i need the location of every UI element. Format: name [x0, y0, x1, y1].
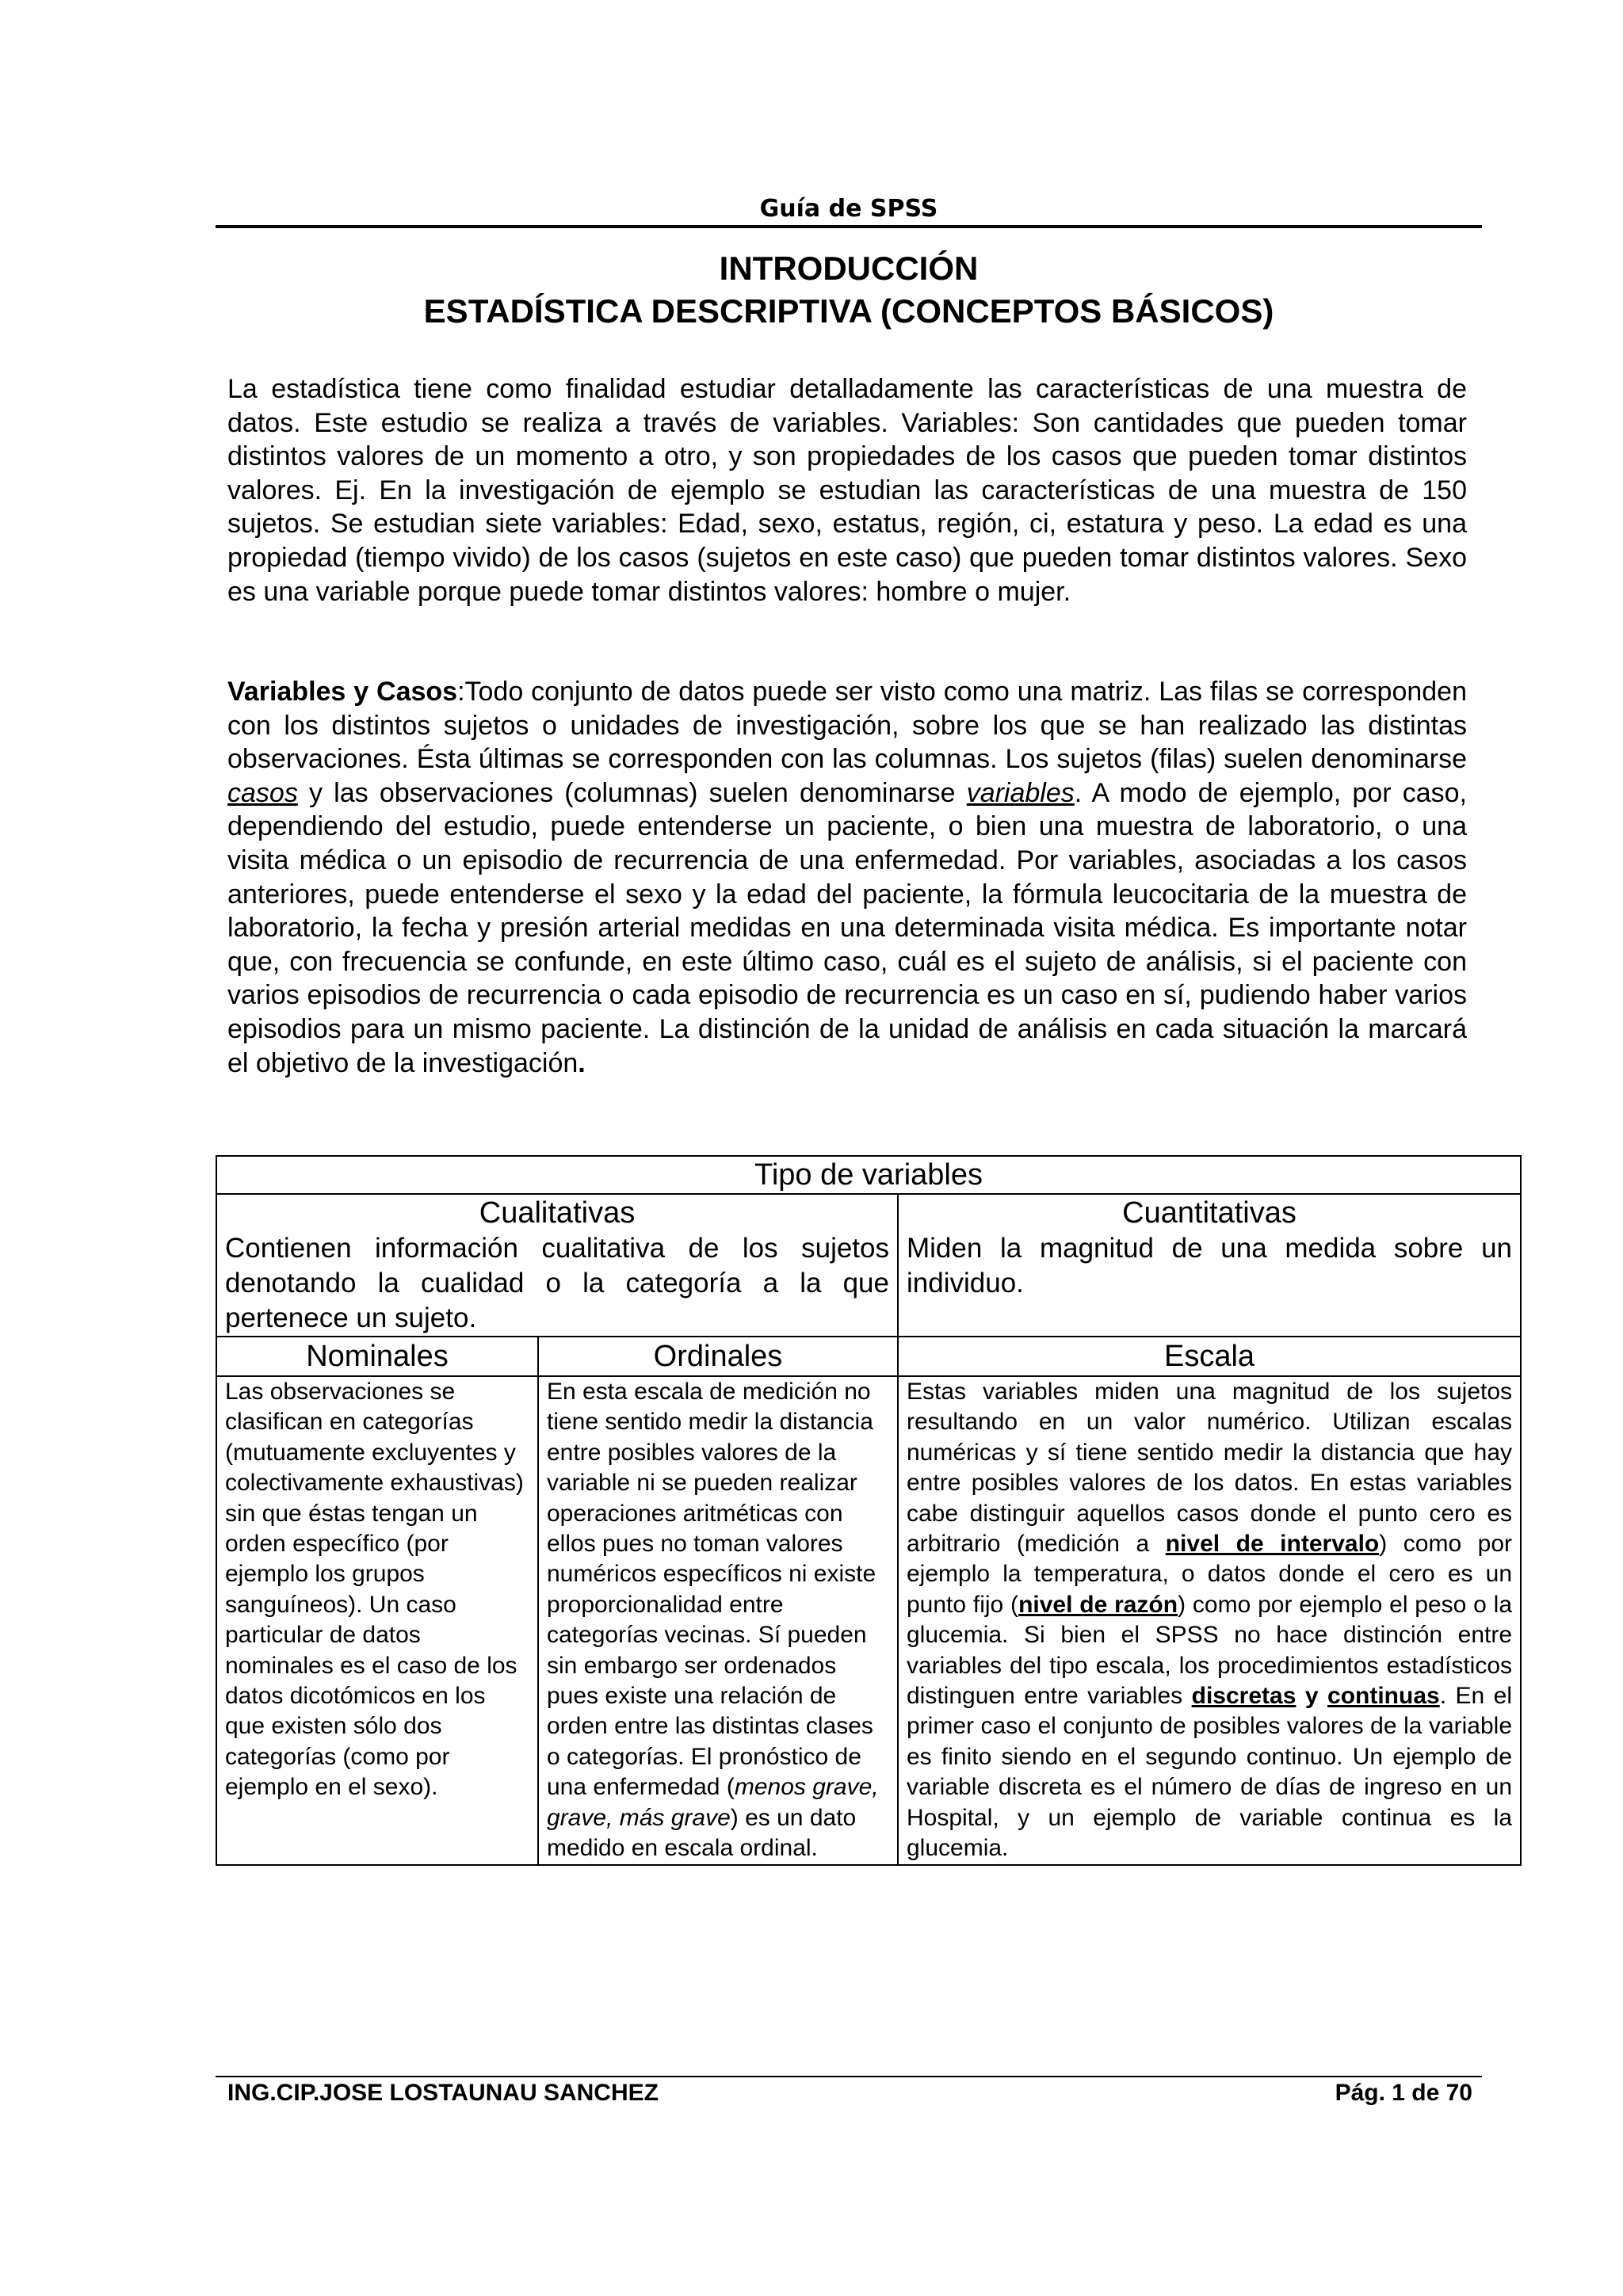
escala-heading: Escala [898, 1337, 1521, 1376]
variables-casos-paragraph [227, 675, 1467, 1080]
cualitativas-description: Contienen información cualitativa de los sujetos denotando la cualidad o la categoría a la que pertenece un sujeto. [216, 1231, 898, 1337]
variables-text-2: y las observaciones (columnas) suelen denominarse [297, 777, 967, 808]
term-casos: casos [227, 777, 298, 808]
intro-paragraph: La estadística tiene como finalidad estudiar detalladamente las características de una muestra de datos. Este estudio se realiza a través de variables. Variables: Son cantidades que pueden tomar distintos valores de un momento a otro, y son propiedades de los casos que pueden tomar distintos valores. Ej. En la investigación de ejemplo se estudian las características de una muestra de 150 sujetos. Se estudian siete variables: Edad, sexo, estatus, región, ci, estatura y peso. La edad es una propiedad (tiempo vivido) de los casos (sujetos en este caso) que pueden tomar distintos valores. Sexo es una variable porque puede tomar distintos valores: hombre o mujer. [227, 374, 1467, 607]
page-title [216, 247, 1482, 333]
scale-description-row [216, 1376, 1521, 1865]
ordinales-description [538, 1376, 898, 1865]
variables-text-1: :Todo conjunto de datos puede ser visto como una matriz. Las filas se corresponden con los distintos sujetos o unidades de investigación, sobre los que se han realizado las distintas observaciones. Ésta últimas se corresponden con las columnas. Los sujetos (filas) suelen denominarse [227, 677, 1467, 775]
escala-text-1: Estas variables miden una magnitud de los sujetos resultando en un valor numérico. Utilizan escalas numéricas y sí tiene sentido medir la distancia que hay entre posibles valores de los datos. En estas variables cabe distinguir aquellos casos donde el punto cero es arbitrario (medición a [907, 1379, 1513, 1558]
term-nivel-razon: nivel de razón [1018, 1591, 1178, 1618]
table-title-row [216, 1156, 1521, 1194]
cuantitativas-description: Miden la magnitud de una medida sobre un individuo. [898, 1231, 1521, 1337]
page-number: Pág. 1 de 70 [1335, 2080, 1472, 2106]
term-y: y [1296, 1683, 1328, 1710]
term-continuas: continuas [1327, 1683, 1440, 1710]
scale-heading-row [216, 1337, 1521, 1376]
category-heading-row [216, 1194, 1521, 1231]
escala-description [898, 1376, 1521, 1865]
ordinales-example: menos grave, grave, más grave [547, 1774, 879, 1831]
cualitativas-heading: Cualitativas [216, 1194, 898, 1231]
table-title: Tipo de variables [216, 1156, 1521, 1194]
title-line-2: ESTADÍSTICA DESCRIPTIVA (CONCEPTOS BÁSICOS) [423, 292, 1274, 330]
category-description-row [216, 1231, 1521, 1337]
escala-text-3: ) como por ejemplo el peso o la glucemia. Si bien el SPSS no hace distinción entre variables del tipo escala, los procedimientos estadísticos distinguen entre variables [907, 1591, 1513, 1710]
nominales-description: Las observaciones se clasifican en categorías (mutuamente excluyentes y colectivamente exhaustivas) sin que éstas tengan un orden específico (por ejemplo los grupos sanguíneos). Un caso particular de datos nominales es el caso de los datos dicotómicos en los que existen sólo dos categorías (como por ejemplo en el sexo). [216, 1376, 538, 1865]
variable-types-table [216, 1155, 1522, 1866]
cuantitativas-heading: Cuantitativas [898, 1194, 1521, 1231]
term-variables: variables [966, 777, 1075, 808]
title-line-1: INTRODUCCIÓN [719, 250, 979, 287]
footer-author: ING.CIP.JOSE LOSTAUNAU SANCHEZ [227, 2080, 659, 2106]
variables-text-3: . A modo de ejemplo, por caso, dependiendo del estudio, puede entenderse un paciente, o bien una muestra de laboratorio, o una visita médica o un episodio de recurrencia de una enfermedad. Por variables, asociadas a los casos anteriores, puede entenderse el sexo y la edad del paciente, la fórmula leucocitaria de la muestra de laboratorio, la fecha y presión arterial medidas en una determinada visita médica. Es importante notar que, con frecuencia se confunde, en este último caso, cuál es el sujeto de análisis, si el paciente con varios episodios de recurrencia o cada episodio de recurrencia es un caso en sí, pudiendo haber varios episodios para un mismo paciente. La distinción de la unidad de análisis en cada situación la marcará el objetivo de la investigación [227, 777, 1467, 1078]
ordinales-text-1: En esta escala de medición no tiene sentido medir la distancia entre posibles valores de la variable ni se pueden realizar operaciones aritméticas con ellos pues no toman valores numéricos específicos ni existe proporcionalidad entre categorías vecinas. Sí pueden sin embargo ser ordenados pues existe una relación de orden entre las distintas clases o categorías. El pronóstico de una enfermedad ( [547, 1379, 876, 1801]
term-discretas: discretas [1191, 1683, 1296, 1710]
running-header: Guía de SPSS [759, 195, 938, 223]
escala-text-4: . En el primer caso el conjunto de posibles valores de la variable es finito siendo en el segundo continuo. Un ejemplo de variable discreta es el número de días de ingreso en un Hospital, y un ejemplo de variable continua es la glucemia. [907, 1683, 1513, 1862]
nominales-heading: Nominales [216, 1337, 538, 1376]
ordinales-text-2: ) es un dato medido en escala ordinal. [547, 1804, 857, 1862]
header-rule [216, 225, 1482, 228]
term-nivel-intervalo: nivel de intervalo [1165, 1531, 1380, 1558]
escala-text-2: ) como por ejemplo la temperatura, o datos donde el cero es un punto fijo ( [907, 1531, 1513, 1618]
variables-final-mark: . [578, 1047, 586, 1078]
ordinales-heading: Ordinales [538, 1337, 898, 1376]
variables-casos-heading: Variables y Casos [227, 677, 458, 707]
